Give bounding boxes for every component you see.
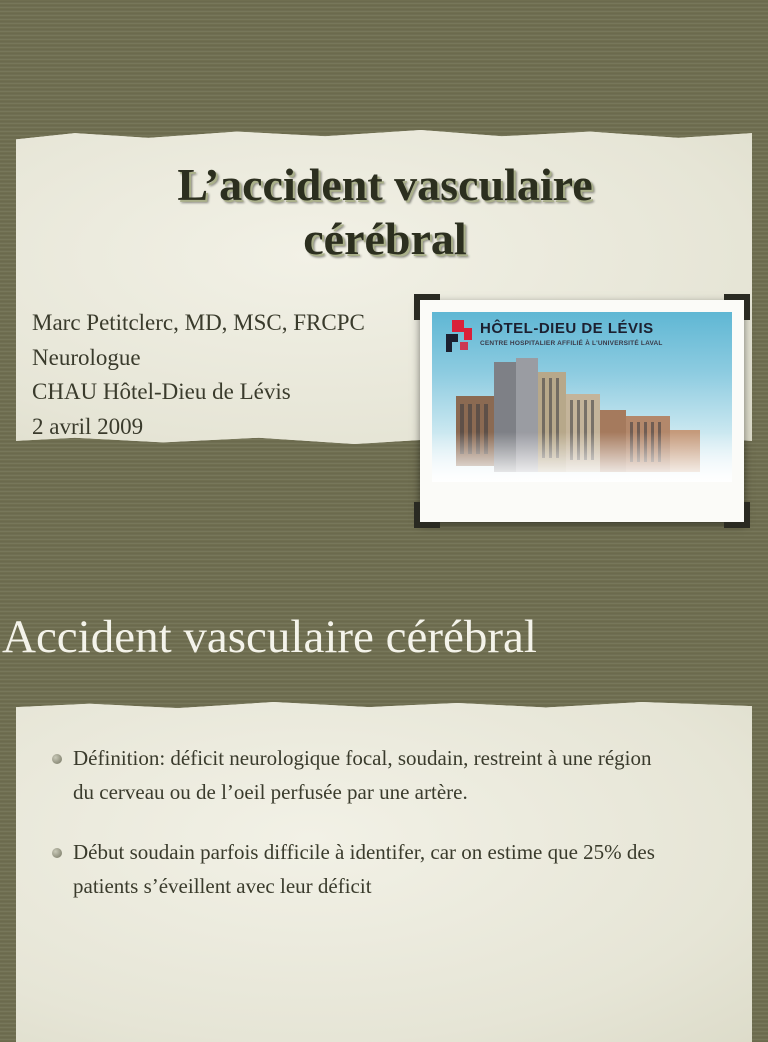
hospital-building-illustration — [432, 312, 732, 482]
list-item — [52, 742, 662, 809]
author-block — [32, 306, 365, 444]
photo-corner-bottom-right — [724, 502, 750, 528]
bullet-text-onset: Début soudain parfois difficile à identifer, car on estime que 25% des patients s’éveillent avec leur déficit — [73, 840, 655, 898]
slide-title — [110, 158, 660, 266]
presentation-date: 2 avril 2009 — [32, 413, 144, 439]
bullet-list — [52, 742, 662, 930]
hospital-logo-subtitle: CENTRE HOSPITALIER AFFILIÉ À L'UNIVERSITÉ LAVAL — [480, 340, 663, 347]
hospital-logo-title: HÔTEL-DIEU DE LÉVIS — [480, 320, 654, 337]
author-institution: CHAU Hôtel-Dieu de Lévis — [32, 379, 291, 404]
author-specialty: Neurologue — [32, 344, 141, 370]
hospital-photo — [432, 312, 732, 482]
photo-corner-bottom-left — [414, 502, 440, 528]
list-item — [52, 836, 662, 903]
author-name: Marc Petitclerc, MD, MSC, FRCPC — [32, 310, 365, 335]
bullet-icon — [52, 848, 62, 858]
slide-title-line-2: cérébral — [303, 213, 467, 264]
slide-title-line-1: L’accident vasculaire — [177, 159, 593, 210]
bullet-icon — [52, 754, 62, 764]
bullet-text-definition: Définition: déficit neurologique focal, soudain, restreint à une région du cerveau ou de l’oeil perfusée par une artère. — [73, 746, 652, 804]
section-title: Accident vasculaire cérébral — [2, 611, 537, 663]
photo-corner-top-left — [414, 294, 440, 320]
hospital-photo-frame — [420, 300, 744, 522]
photo-corner-top-right — [724, 294, 750, 320]
